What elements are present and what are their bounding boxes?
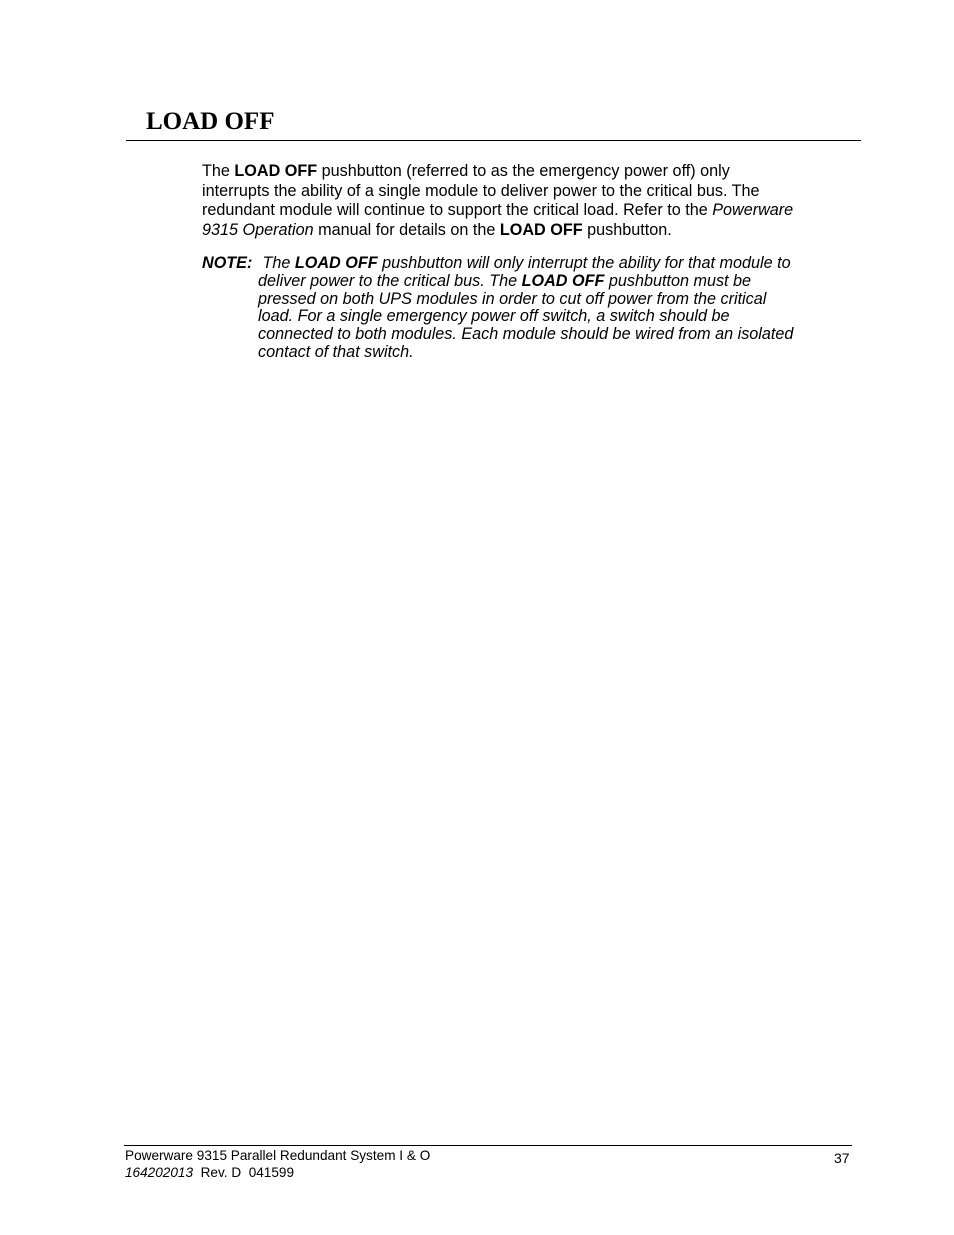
text-run: deliver power to the critical bus. The bbox=[258, 271, 522, 290]
load-off-term: LOAD OFF bbox=[499, 221, 583, 240]
page-heading: LOAD OFF bbox=[146, 108, 275, 135]
note-line-5: connected to both modules. Each module should be wired from an isolated bbox=[258, 325, 794, 344]
load-off-term: LOAD OFF bbox=[521, 271, 605, 290]
note-block bbox=[202, 255, 852, 362]
body-paragraph bbox=[202, 162, 852, 241]
text-run: pushbutton will only interrupt the ability for that module to bbox=[377, 254, 791, 272]
note-label: NOTE: bbox=[202, 254, 253, 272]
load-off-term: LOAD OFF bbox=[234, 162, 318, 180]
text-run: pushbutton must be bbox=[604, 271, 752, 290]
text-run: redundant module will continue to support the critical load. Refer to the bbox=[202, 201, 713, 220]
note-line-1 bbox=[202, 254, 791, 272]
note-line-3: pressed on both UPS modules in order to cut off power from the critical bbox=[258, 289, 767, 308]
manual-title: 9315 Operation bbox=[202, 221, 314, 240]
body-line-1 bbox=[202, 162, 730, 180]
doc-number: 164202013 bbox=[125, 1165, 194, 1180]
page-number: 37 bbox=[834, 1150, 850, 1166]
footer-info bbox=[125, 1147, 430, 1181]
manual-title: Powerware bbox=[712, 201, 794, 220]
footer-divider bbox=[124, 1145, 852, 1146]
text-run: The bbox=[202, 162, 235, 180]
footer-title: Powerware 9315 Parallel Redundant System I & O bbox=[125, 1148, 431, 1163]
heading-divider bbox=[126, 140, 861, 141]
footer-doc-line bbox=[125, 1164, 430, 1181]
text-run: pushbutton. bbox=[582, 221, 672, 240]
text-run: pushbutton (referred to as the emergency power off) only bbox=[317, 162, 730, 180]
body-line-2: interrupts the ability of a single module to deliver power to the critical bus. The bbox=[202, 181, 760, 200]
revision: Rev. D 041599 bbox=[193, 1165, 295, 1180]
note-line-6: contact of that switch. bbox=[258, 342, 414, 361]
body-line-4 bbox=[202, 221, 672, 239]
text-run: manual for details on the bbox=[313, 221, 500, 240]
text-run: The bbox=[258, 254, 295, 272]
load-off-term: LOAD OFF bbox=[294, 254, 378, 272]
note-line-4: load. For a single emergency power off switch, a switch should be bbox=[258, 307, 730, 326]
body-line-3 bbox=[202, 201, 793, 219]
note-line-2 bbox=[202, 273, 852, 291]
